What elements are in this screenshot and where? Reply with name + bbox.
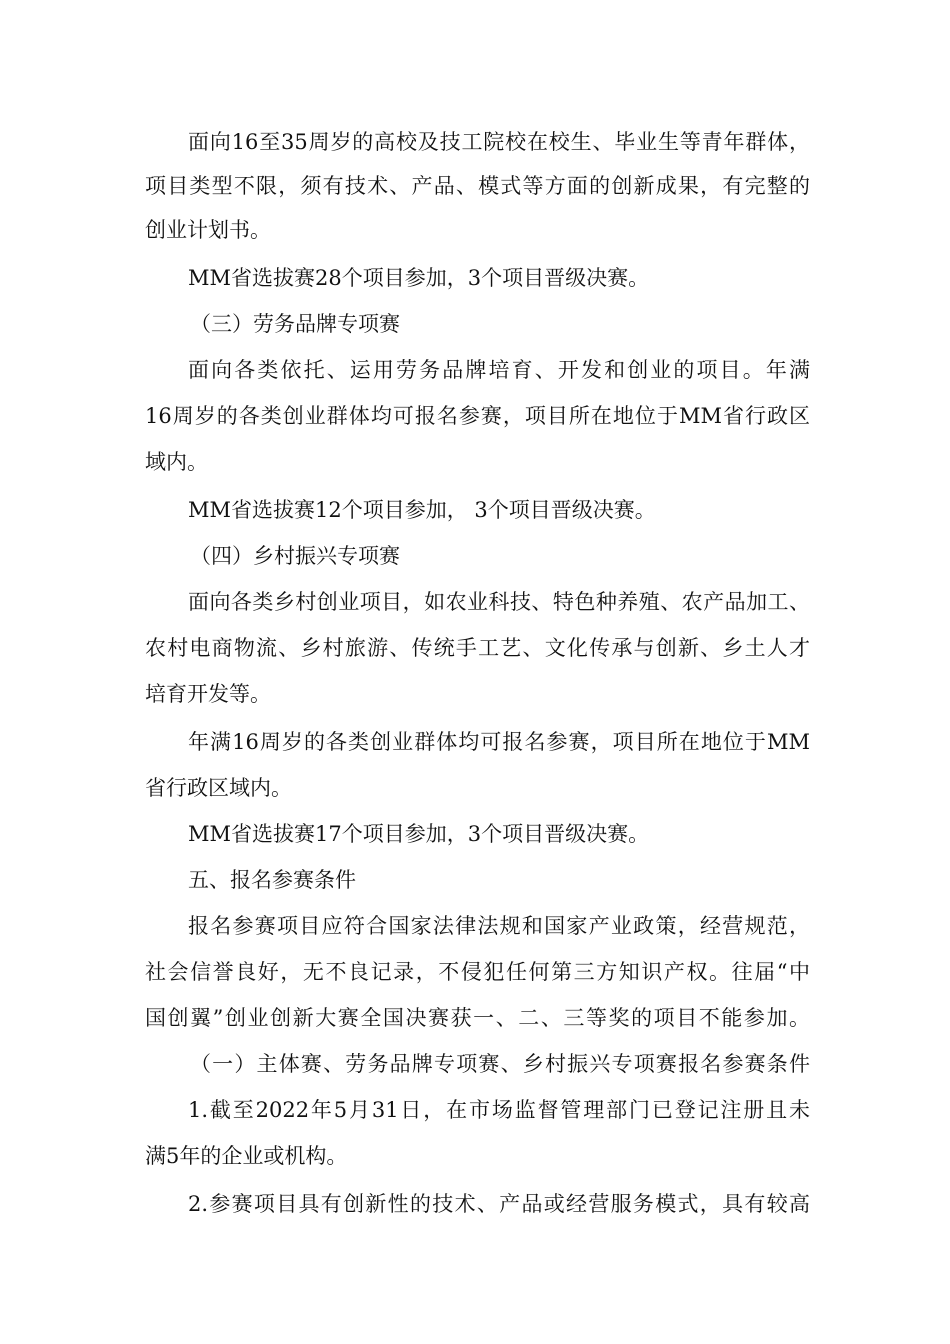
section-heading: （三）劳务品牌专项赛 [190, 312, 400, 336]
paragraph-line: MM省选拔赛17个项目参加，3个项目晋级决赛。 [188, 822, 650, 846]
paragraph-line: 农村电商物流、乡村旅游、传统手工艺、文化传承与创新、乡土人才 [145, 636, 810, 660]
paragraph-line: 面向16至35周岁的高校及技工院校在校生、毕业生等青年群体， [188, 130, 810, 154]
paragraph-line: 2.参赛项目具有创新性的技术、产品或经营服务模式，具有较高 [188, 1192, 810, 1216]
paragraph-line: 满5年的企业或机构。 [145, 1144, 348, 1168]
paragraph-line: 报名参赛项目应符合国家法律法规和国家产业政策，经营规范， [188, 914, 810, 938]
paragraph-line: 域内。 [145, 450, 208, 474]
paragraph-line: 国创翼”创业创新大赛全国决赛获一、二、三等奖的项目不能参加。 [145, 1006, 810, 1030]
paragraph-line: 面向各类依托、运用劳务品牌培育、开发和创业的项目。年满 [188, 358, 810, 382]
paragraph-line: 16周岁的各类创业群体均可报名参赛，项目所在地位于MM省行政区 [145, 404, 810, 428]
paragraph-line: 创业计划书。 [145, 218, 271, 242]
section-heading: （一）主体赛、劳务品牌专项赛、乡村振兴专项赛报名参赛条件 [190, 1052, 810, 1076]
section-heading: （四）乡村振兴专项赛 [190, 544, 400, 568]
paragraph-line: 省行政区域内。 [145, 776, 292, 800]
paragraph-line: 1.截至2022年5月31日，在市场监督管理部门已登记注册且未 [188, 1098, 810, 1122]
paragraph-line: 项目类型不限，须有技术、产品、模式等方面的创新成果，有完整的 [145, 174, 810, 198]
paragraph-line: 面向各类乡村创业项目，如农业科技、特色种养殖、农产品加工、 [188, 590, 810, 614]
section-heading: 五、报名参赛条件 [188, 868, 356, 892]
paragraph-line: 年满16周岁的各类创业群体均可报名参赛，项目所在地位于MM [188, 730, 810, 754]
paragraph-line: 社会信誉良好，无不良记录，不侵犯任何第三方知识产权。往届“中 [145, 960, 810, 984]
paragraph-line: MM省选拔赛12个项目参加， 3个项目晋级决赛。 [188, 498, 656, 522]
paragraph-line: 培育开发等。 [145, 682, 271, 706]
paragraph-line: MM省选拔赛28个项目参加，3个项目晋级决赛。 [188, 266, 650, 290]
